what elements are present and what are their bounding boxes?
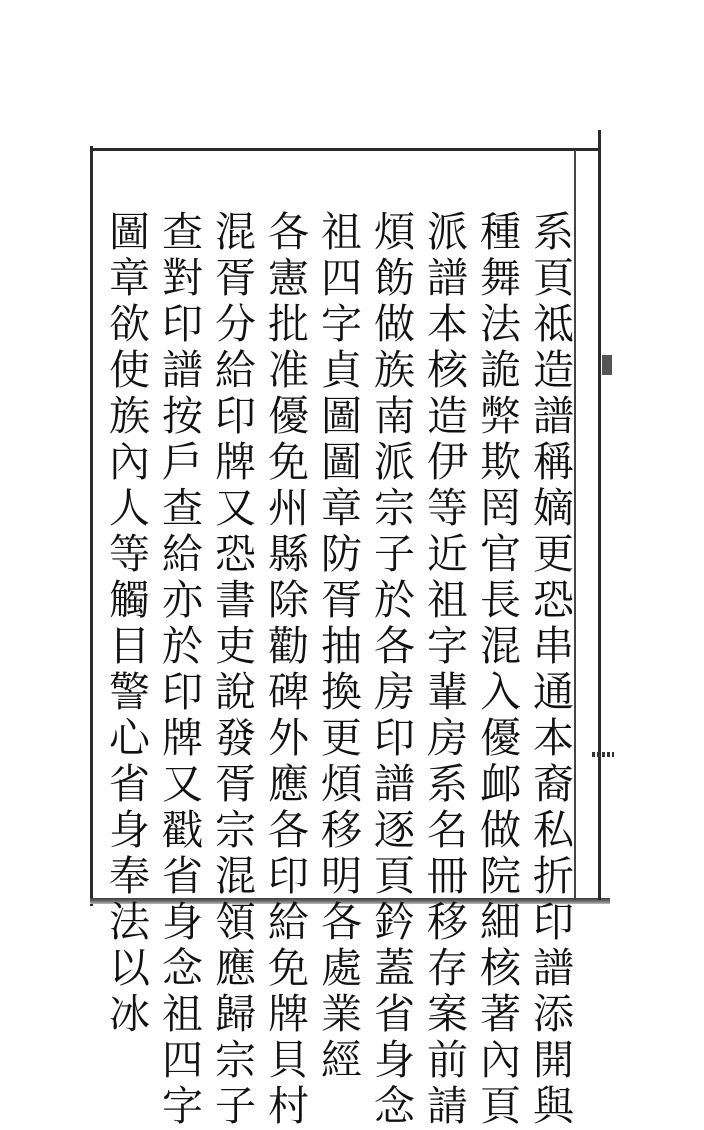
text-column-7: 混胥分給印牌又恐書吏說發胥宗混領應歸宗子 [208, 210, 256, 1130]
text-column-1: 系頁祗造譜稱嫡更恐串通本裔私折印譜添開與 [526, 210, 574, 1130]
text-column-9: 圖章欲使族內人等觸目警心省身奉法以冰 [102, 210, 150, 1038]
text-column-6: 各憲批准優免州縣除勸碑外應各印給免牌貝村 [261, 210, 309, 1130]
text-column-2: 種舞法詭弊欺罔官長混入優䘏做院細核著內頁 [473, 210, 521, 1130]
text-column-5: 祖四字貞圖圖章防胥抽換更煩移明各處業經 [314, 210, 362, 1084]
text-column-4: 煩飭做族南派宗子於各房印譜逐頁鈐蓋省身念 [367, 210, 415, 1130]
text-column-8: 查對印譜按戶查給亦於印牌又戳省身念祖四字 [155, 210, 203, 1130]
text-column-3: 派譜本核造伊等近祖字輩房系名冊移存案前請 [420, 210, 468, 1130]
